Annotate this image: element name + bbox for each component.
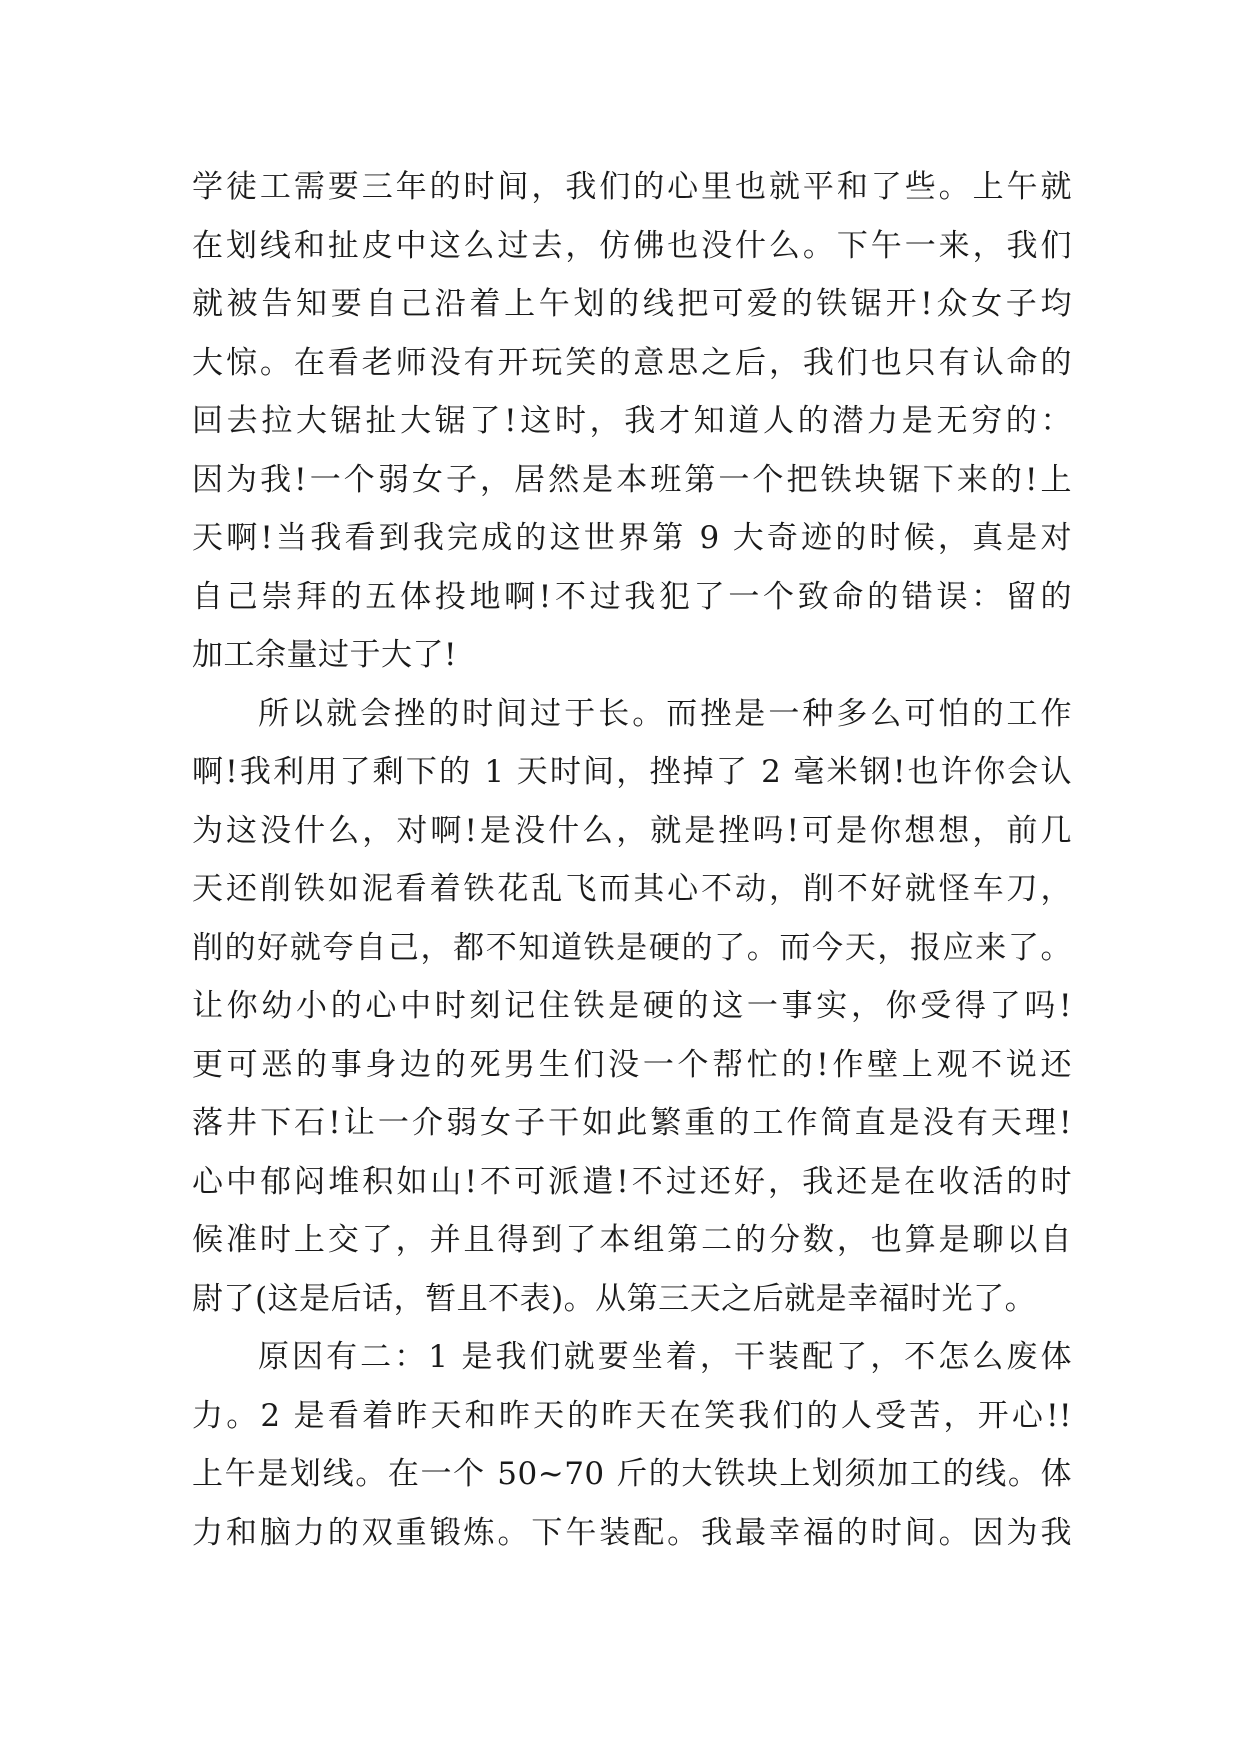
text-line: 候准时上交了，并且得到了本组第二的分数，也算是聊以自 [192,1222,1072,1258]
text-line: 更可恶的事身边的死男生们没一个帮忙的!作壁上观不说还 [192,1046,1072,1083]
text-line: 落井下石!让一介弱女子干如此繁重的工作简直是没有天理! [192,1105,1072,1141]
text-line: 加工余量过于大了! [192,637,457,673]
paragraph-start-line: 所以就会挫的时间过于长。而挫是一种多么可怕的工作 [258,695,1072,732]
text-line: 啊!我利用了剩下的 1 天时间，挫掉了 2 毫米钢!也许你会认 [192,754,1072,790]
text-line: 上午是划线。在一个 50~70 斤的大铁块上划须加工的线。体 [192,1456,1072,1492]
text-line: 天啊!当我看到我完成的这世界第 9 大奇迹的时候，真是对 [192,520,1072,556]
text-line: 自己崇拜的五体投地啊!不过我犯了一个致命的错误：留的 [192,578,1072,615]
text-line: 让你幼小的心中时刻记住铁是硬的这一事实，你受得了吗! [192,988,1072,1024]
text-line: 因为我!一个弱女子，居然是本班第一个把铁块锯下来的!上 [192,461,1072,498]
text-line: 尉了(这是后话，暂且不表)。从第三天之后就是幸福时光了。 [192,1280,1037,1317]
text-line: 心中郁闷堆积如山!不可派遣!不过还好，我还是在收活的时 [192,1163,1072,1200]
text-line: 为这没什么，对啊!是没什么，就是挫吗!可是你想想，前几 [192,812,1072,849]
text-line: 在划线和扯皮中这么过去，仿佛也没什么。下午一来，我们 [192,227,1072,264]
body-text [192,158,1072,1562]
text-line: 就被告知要自己沿着上午划的线把可爱的铁锯开!众女子均 [192,286,1072,322]
text-line: 削的好就夸自己，都不知道铁是硬的了。而今天，报应来了。 [192,929,1072,966]
text-line: 学徒工需要三年的时间，我们的心里也就平和了些。上午就 [192,169,1072,205]
text-line: 天还削铁如泥看着铁花乱飞而其心不动，削不好就怪车刀， [192,871,1072,907]
text-line: 力和脑力的双重锻炼。下午装配。我最幸福的时间。因为我 [192,1514,1072,1551]
text-line: 力。2 是看着昨天和昨天的昨天在笑我们的人受苦，开心!! [192,1397,1072,1434]
text-line: 大惊。在看老师没有开玩笑的意思之后，我们也只有认命的 [192,344,1072,381]
paragraph-start-line: 原因有二：1 是我们就要坐着，干装配了，不怎么废体 [258,1339,1072,1375]
text-line: 回去拉大锯扯大锯了!这时，我才知道人的潜力是无穷的： [192,403,1072,439]
